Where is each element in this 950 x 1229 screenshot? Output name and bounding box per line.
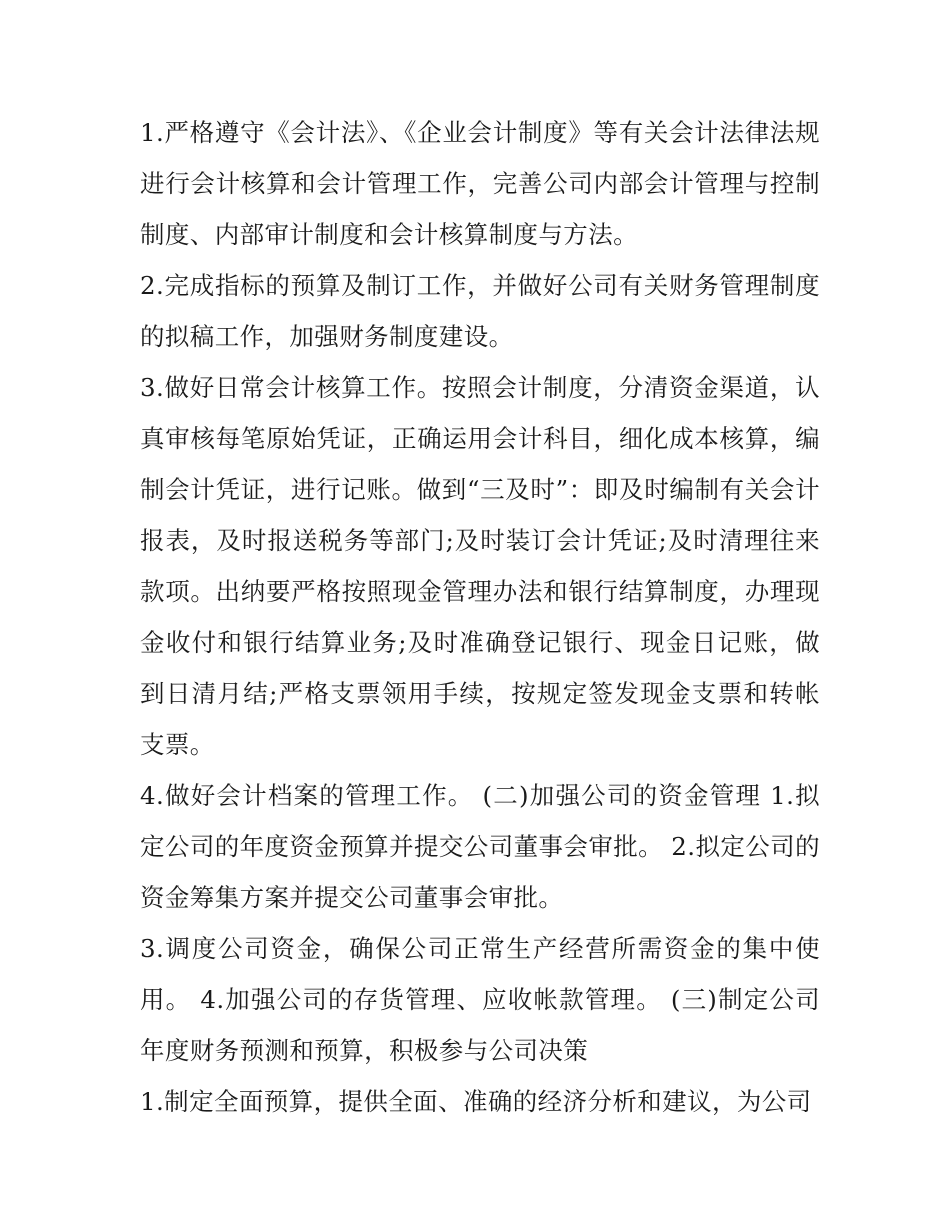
paragraph-2: 2.完成指标的预算及制订工作，并做好公司有关财务管理制度的拟稿工作，加强财务制度建设。 xyxy=(140,271,820,351)
paragraph-6: 1.制定全面预算，提供全面、准确的经济分析和建议，为公司 xyxy=(140,1087,812,1116)
paragraph-5: 3.调度公司资金，确保公司正常生产经营所需资金的集中使用。 4.加强公司的存货管理、应收帐款管理。 (三)制定公司年度财务预测和预算，积极参与公司决策 xyxy=(140,934,820,1065)
paragraph-1: 1.严格遵守《会计法》、《企业会计制度》等有关会计法律法规进行会计核算和会计管理工作，完善公司内部会计管理与控制制度、内部审计制度和会计核算制度与方法。 xyxy=(140,118,820,249)
document-body xyxy=(140,107,820,1127)
paragraph-4: 4.做好会计档案的管理工作。 (二)加强公司的资金管理 1.拟定公司的年度资金预算并提交公司董事会审批。 2.拟定公司的资金筹集方案并提交公司董事会审批。 xyxy=(140,781,820,912)
paragraph-3: 3.做好日常会计核算工作。按照会计制度，分清资金渠道，认真审核每笔原始凭证，正确运用会计科目，细化成本核算，编制会计凭证，进行记账。做到“三及时”：即及时编制有关会计报表，及时报送税务等部门;及时装订会计凭证;及时清理往来款项。出纳要严格按照现金管理办法和银行结算制度，办理现金收付和银行结算业务;及时准确登记银行、现金日记账，做到日清月结;严格支票领用手续，按规定签发现金支票和转帐支票。 xyxy=(140,373,820,759)
